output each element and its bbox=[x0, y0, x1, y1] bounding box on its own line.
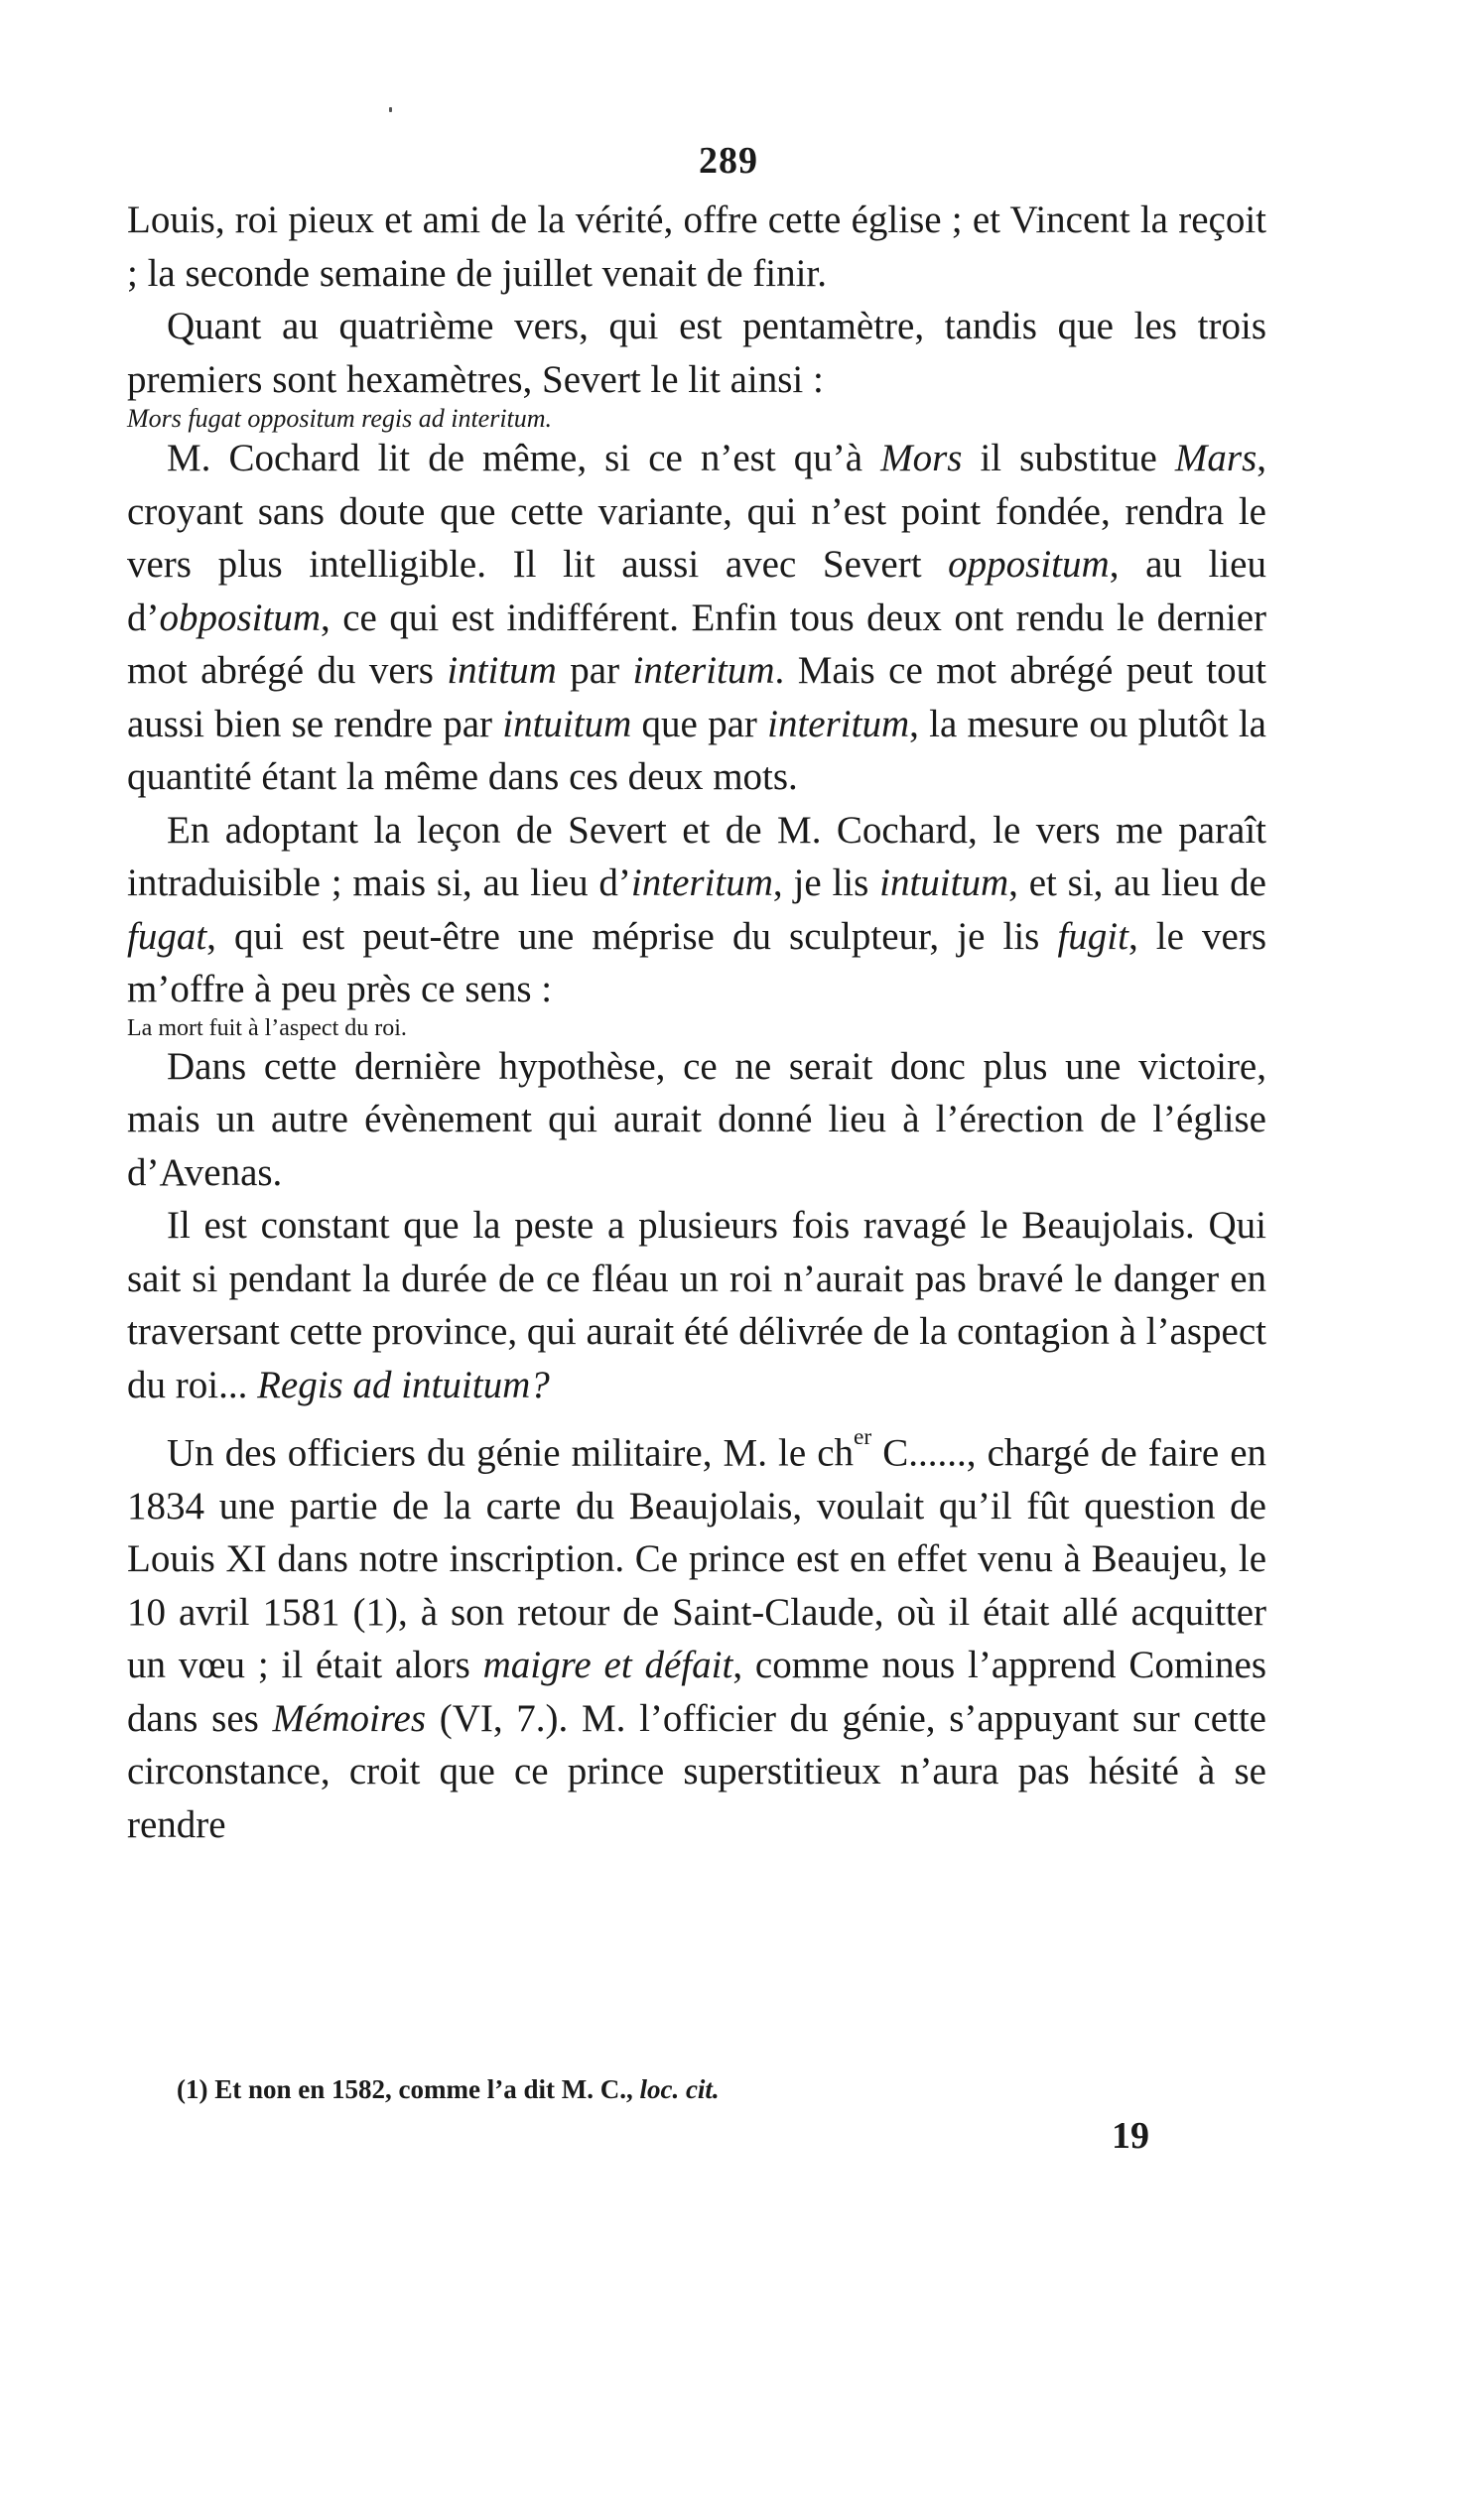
footnote-ref: loc. cit. bbox=[639, 2074, 720, 2104]
text-run: , le vers m’offre à peu près ce sens : bbox=[127, 914, 1266, 1010]
italic-term: Mémoires bbox=[272, 1696, 427, 1740]
text-run: La mort fuit à l’aspect du roi. bbox=[127, 1014, 407, 1041]
text-run: , ce qui est indifférent. Enfin tous deux ont rendu le dernier mot abrégé du vers bbox=[127, 596, 1266, 692]
text-run: , la mesure ou plutôt la quantité étant la même dans ces deux mots. bbox=[127, 702, 1266, 798]
italic-term: interitum bbox=[630, 862, 773, 904]
paragraph bbox=[127, 194, 1266, 300]
italic-term: maigre et défait bbox=[482, 1644, 733, 1687]
verse-quotation bbox=[127, 406, 1266, 432]
paragraph bbox=[127, 300, 1266, 406]
italic-term: fugat bbox=[127, 914, 207, 958]
text-run: , croyant sans doute que cette variante, qui n’est point fondée, rendra le vers plus intelligible. Il lit aussi avec Severt bbox=[127, 437, 1266, 586]
body-text bbox=[127, 194, 1266, 1851]
italic-term: Mors bbox=[880, 437, 963, 479]
text-run: , je lis bbox=[772, 862, 880, 904]
text-run: (VI, 7.). M. l’officier du génie, s’appuyant sur cette circonstance, croit que ce prince superstitieux n’aura pas hésité à se rendre bbox=[127, 1696, 1266, 1846]
text-run: Quant au quatrième vers, qui est pentamètre, tandis que les trois premiers sont hexamètres, Severt le lit ainsi : bbox=[127, 305, 1266, 401]
footnote bbox=[177, 2074, 720, 2105]
text-run: En adoptant la leçon de Severt et de M. Cochard, le vers me paraît intraduisible ; mais si, au lieu d’ bbox=[127, 808, 1266, 904]
paragraph bbox=[127, 432, 1266, 804]
italic-term: obpositum bbox=[159, 596, 322, 639]
italic-term: intuitum bbox=[879, 862, 1009, 904]
paragraph bbox=[127, 804, 1266, 1016]
text-run: que par bbox=[631, 702, 768, 745]
text-run: , qui est peut-être une méprise du sculpteur, je lis bbox=[206, 914, 1058, 958]
text-run: , et si, au lieu de bbox=[1008, 862, 1266, 904]
page-number: 289 bbox=[699, 140, 758, 182]
signature-mark: 19 bbox=[1112, 2115, 1149, 2157]
superscript: er bbox=[854, 1424, 872, 1450]
italic-term: fugit bbox=[1057, 914, 1128, 958]
text-run: Louis, roi pieux et ami de la vérité, offre cette église ; et Vincent la reçoit ; la seconde semaine de juillet venait de finir. bbox=[127, 199, 1266, 295]
italic-term: intitum bbox=[447, 649, 557, 692]
text-run: par bbox=[556, 649, 633, 692]
italic-term: interitum bbox=[767, 702, 910, 745]
text-run: M. Cochard lit de même, si ce n’est qu’à bbox=[167, 437, 881, 479]
italic-term: oppositum bbox=[948, 543, 1110, 586]
text-run: . Mais ce mot abrégé peut tout aussi bien se rendre par bbox=[127, 649, 1266, 745]
italic-term: Regis ad intuitum? bbox=[257, 1363, 550, 1406]
text-run: Dans cette dernière hypothèse, ce ne serait donc plus une victoire, mais un autre évènement qui aurait donné lieu à l’érection de l’église d’Avenas. bbox=[127, 1044, 1266, 1194]
text-run: , au lieu d’ bbox=[127, 543, 1266, 639]
paragraph bbox=[127, 1199, 1266, 1411]
italic-term: Mars bbox=[1174, 437, 1258, 479]
text-run: Un des officiers du génie militaire, M. le ch bbox=[167, 1431, 855, 1475]
footnote-text: (1) Et non en 1582, comme l’a dit M. C., bbox=[177, 2074, 640, 2104]
italic-term: intuitum bbox=[502, 702, 632, 745]
text-run: , comme nous l’apprend Comines dans ses bbox=[127, 1644, 1266, 1740]
italic-term: Mors fugat oppositum regis ad interitum. bbox=[127, 404, 553, 433]
ink-speck bbox=[389, 107, 392, 112]
italic-term: interitum bbox=[632, 649, 775, 692]
paragraph bbox=[127, 1411, 1266, 1851]
paragraph bbox=[127, 1040, 1266, 1200]
text-run: Il est constant que la peste a plusieurs fois ravagé le Beaujolais. Qui sait si pendant la durée de ce fléau un roi n’aurait pas bravé le danger en traversant cette province, qui aurait été délivrée de la contagion à l’aspect du roi... bbox=[127, 1204, 1266, 1406]
text-run: C......, chargé de faire en 1834 une partie de la carte du Beaujolais, voulait qu’il fût question de Louis XI dans notre inscription. Ce prince est en effet venu à Beaujeu, le 10 avril 1581 (1), à son retour de Saint-Claude, où il était allé acquitter un vœu ; il était alors bbox=[127, 1431, 1266, 1687]
verse-quotation bbox=[127, 1016, 1266, 1040]
text-run: il substitue bbox=[962, 437, 1175, 479]
